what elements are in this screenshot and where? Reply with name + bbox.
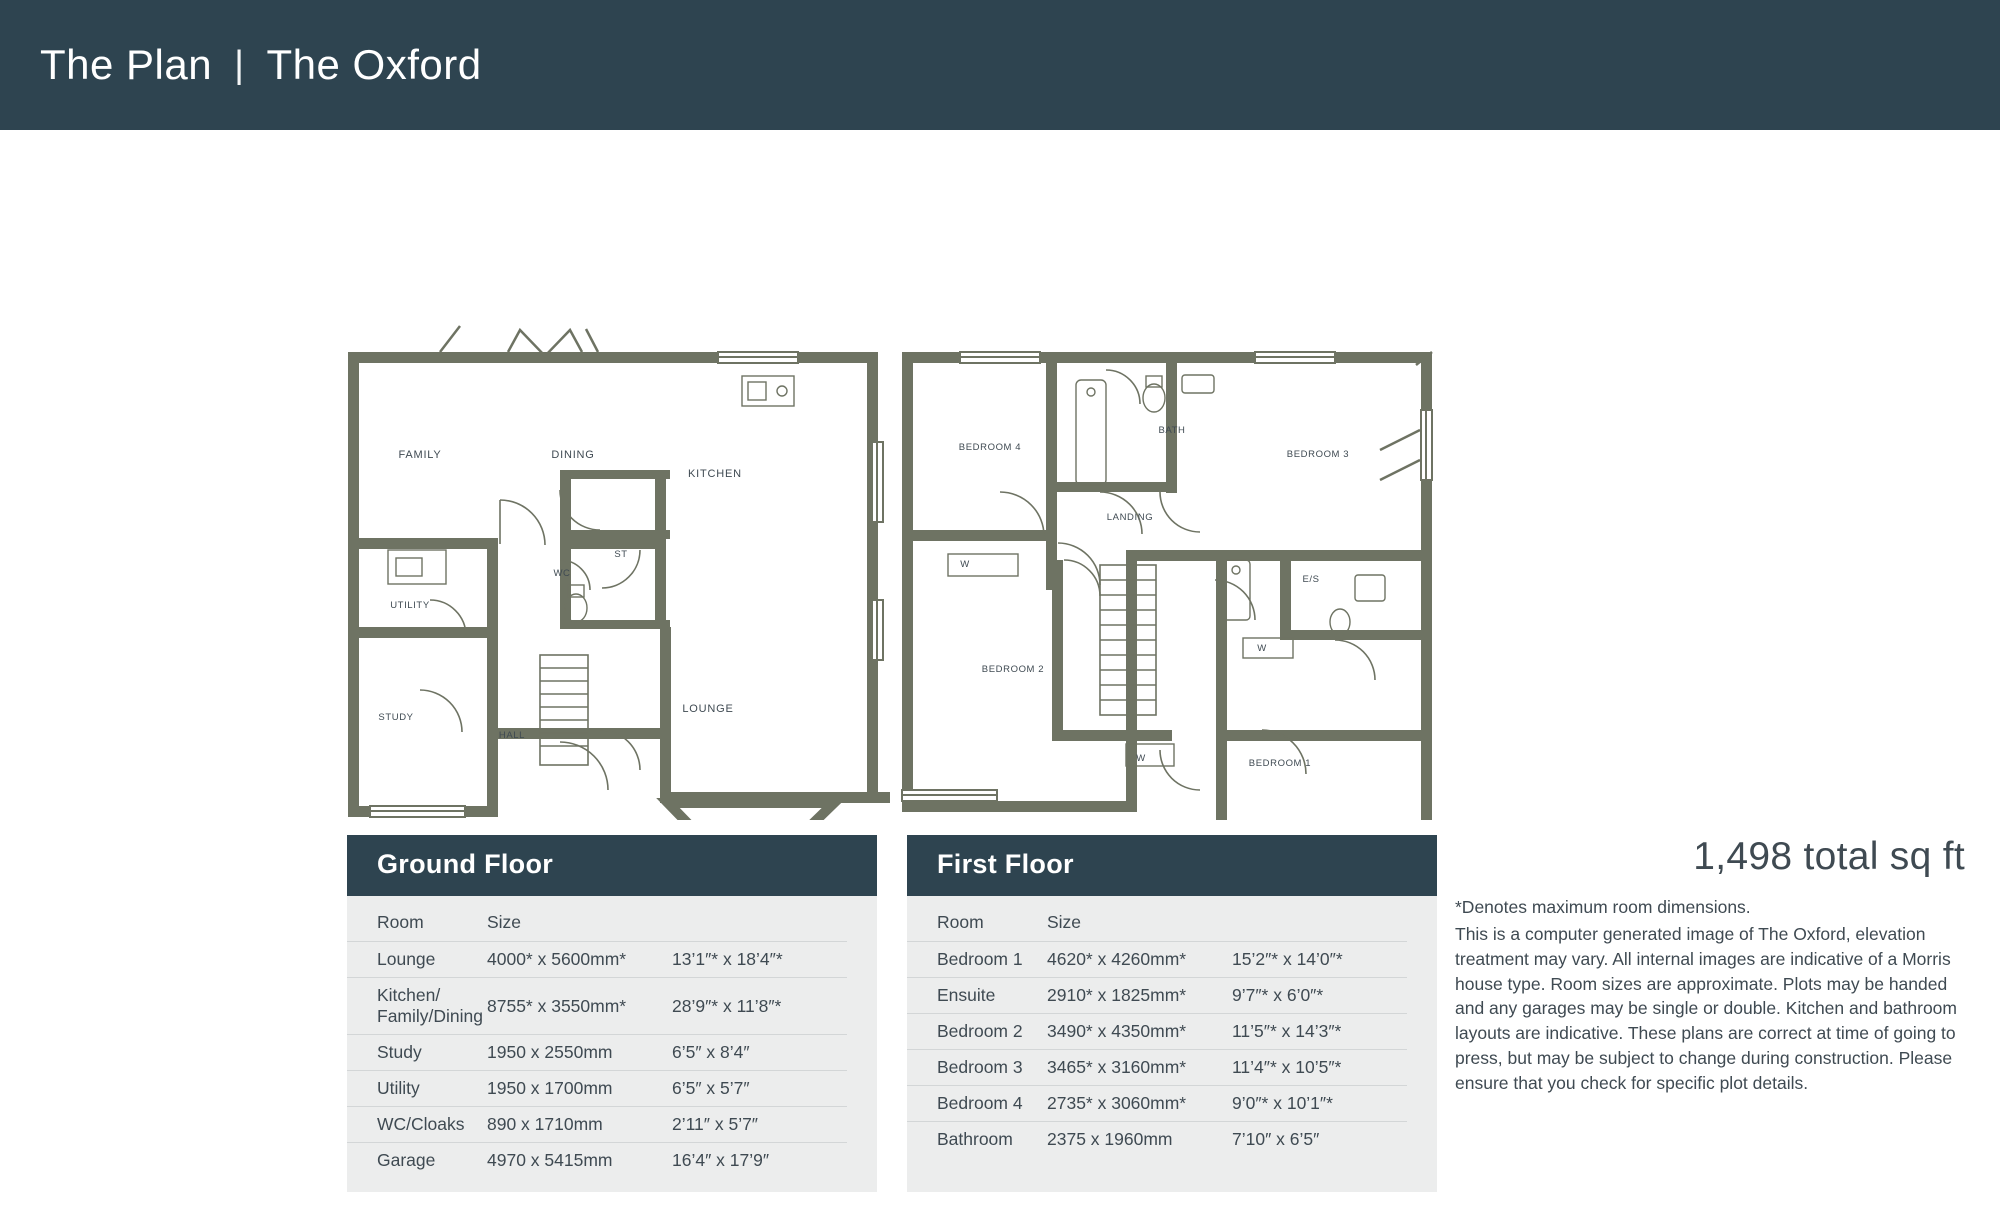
cell-room: Kitchen/ Family/Dining [377, 985, 483, 1026]
total-sqft: 1,498 total sq ft [1693, 835, 1965, 878]
cell-room: Bedroom 4 [937, 1093, 1023, 1113]
room-label-bath: BATH [1158, 425, 1186, 436]
floorplan-drawings [0, 130, 2000, 820]
cell-size-metric: 2375 x 1960mm [1047, 1129, 1173, 1149]
cell-room: Bedroom 1 [937, 949, 1023, 969]
room-label-wardrobe-1: W [960, 559, 970, 570]
cell-size-imperial: 2’11″ x 5’7″ [672, 1114, 759, 1134]
room-label-lounge: LOUNGE [682, 703, 734, 715]
room-label-ensuite: E/S [1302, 574, 1320, 585]
table-row [907, 942, 1407, 978]
table-row [907, 1014, 1407, 1050]
room-label-wardrobe-2: W [1257, 643, 1267, 654]
table-row [347, 942, 847, 978]
cell-size-metric: 4970 x 5415mm [487, 1150, 613, 1170]
room-label-landing: LANDING [1106, 512, 1154, 523]
room-label-hall: HALL [498, 730, 526, 741]
cell-size-metric: 4620* x 4260mm* [1047, 949, 1187, 969]
first-floor-table [907, 835, 1437, 1192]
ground-floor-table [347, 835, 877, 1192]
cell-size-metric: 3465* x 3160mm* [1047, 1057, 1187, 1077]
room-label-family: FAMILY [398, 449, 442, 461]
disclaimer-block [1455, 895, 1965, 1096]
table-header-row [907, 896, 1407, 942]
table-row [347, 978, 847, 1035]
cell-size-metric: 8755* x 3550mm* [487, 995, 627, 1016]
cell-size-imperial: 9’7″* x 6’0″* [1232, 985, 1324, 1005]
cell-size-metric: 2910* x 1825mm* [1047, 985, 1187, 1005]
ground-floor-heading: Ground Floor [347, 835, 877, 896]
cell-size-imperial: 7’10″ x 6’5″ [1232, 1129, 1320, 1149]
cell-room: Utility [377, 1078, 420, 1098]
cell-room: Ensuite [937, 985, 996, 1005]
table-row [347, 1035, 847, 1071]
cell-room: WC/Cloaks [377, 1114, 465, 1134]
table-row [347, 1107, 847, 1143]
room-label-bedroom-2: BEDROOM 2 [981, 664, 1045, 675]
disclaimer-text: This is a computer generated image of The Oxford, elevation treatment may vary. All internal images are indicative of a Morris house type. Room sizes are approximate. Plots may be handed and any garages may be single or double. Kitchen and bathroom layouts are indicative. These plans are correct at time of going to press, but may be subject to change during construction. Please ensure that you check for specific plot details. [1455, 923, 1957, 1093]
room-label-bedroom-3: BEDROOM 3 [1286, 449, 1350, 460]
room-label-study: STUDY [378, 712, 414, 723]
page-title [40, 41, 482, 89]
cell-room: Study [377, 1042, 422, 1062]
room-label-bedroom-1: BEDROOM 1 [1248, 758, 1312, 769]
title-separator: | [234, 43, 245, 86]
ground-floor-plan [348, 326, 890, 820]
cell-room: Garage [377, 1150, 436, 1170]
column-header-size: Size [487, 912, 522, 932]
cell-room: Lounge [377, 949, 436, 969]
cell-size-imperial: 11’4″* x 10’5″* [1232, 1057, 1342, 1077]
column-header-size: Size [1047, 912, 1082, 932]
cell-size-imperial: 16’4″ x 17’9″ [672, 1150, 770, 1170]
cell-size-imperial: 28’9″* x 11’8″* [672, 995, 782, 1016]
cell-size-imperial: 11’5″* x 14’3″* [1232, 1021, 1342, 1041]
cell-size-imperial: 6’5″ x 8’4″ [672, 1042, 750, 1062]
cell-size-metric: 2735* x 3060mm* [1047, 1093, 1187, 1113]
room-label-st: ST [614, 549, 628, 560]
page-title-right: The Oxford [266, 41, 482, 88]
room-label-kitchen: KITCHEN [688, 468, 742, 480]
summary-panel [1455, 835, 1965, 1096]
cell-size-metric: 890 x 1710mm [487, 1114, 603, 1134]
cell-room: Bedroom 3 [937, 1057, 1023, 1077]
room-label-dining: DINING [551, 449, 595, 461]
table-row [907, 1086, 1407, 1122]
table-row [907, 978, 1407, 1014]
room-label-bedroom-4: BEDROOM 4 [958, 442, 1022, 453]
cell-size-imperial: 6’5″ x 5’7″ [672, 1078, 750, 1098]
cell-room: Bedroom 2 [937, 1021, 1023, 1041]
table-row [347, 1143, 847, 1179]
cell-size-metric: 1950 x 1700mm [487, 1078, 613, 1098]
column-header-room: Room [937, 912, 984, 932]
cell-size-imperial: 13’1″* x 18’4″* [672, 949, 783, 969]
page-title-left: The Plan [40, 41, 213, 88]
room-label-wardrobe-3: W [1136, 753, 1146, 764]
table-header-row [347, 896, 847, 942]
cell-size-metric: 3490* x 4350mm* [1047, 1021, 1187, 1041]
cell-size-imperial: 9’0″* x 10’1″* [1232, 1093, 1333, 1113]
cell-room: Bathroom [937, 1129, 1013, 1149]
first-floor-plan [902, 352, 1432, 820]
cell-size-imperial: 15’2″* x 14’0″* [1232, 949, 1343, 969]
cell-size-metric: 4000* x 5600mm* [487, 949, 627, 969]
room-label-utility: UTILITY [390, 600, 430, 611]
page-header [0, 0, 2000, 130]
denotes-note: *Denotes maximum room dimensions. [1455, 897, 1751, 917]
first-floor-heading: First Floor [907, 835, 1437, 896]
cell-size-metric: 1950 x 2550mm [487, 1042, 613, 1062]
column-header-room: Room [377, 912, 424, 932]
table-row [347, 1071, 847, 1107]
room-label-wc: WC [553, 568, 571, 579]
table-row [907, 1050, 1407, 1086]
table-row [907, 1122, 1407, 1158]
